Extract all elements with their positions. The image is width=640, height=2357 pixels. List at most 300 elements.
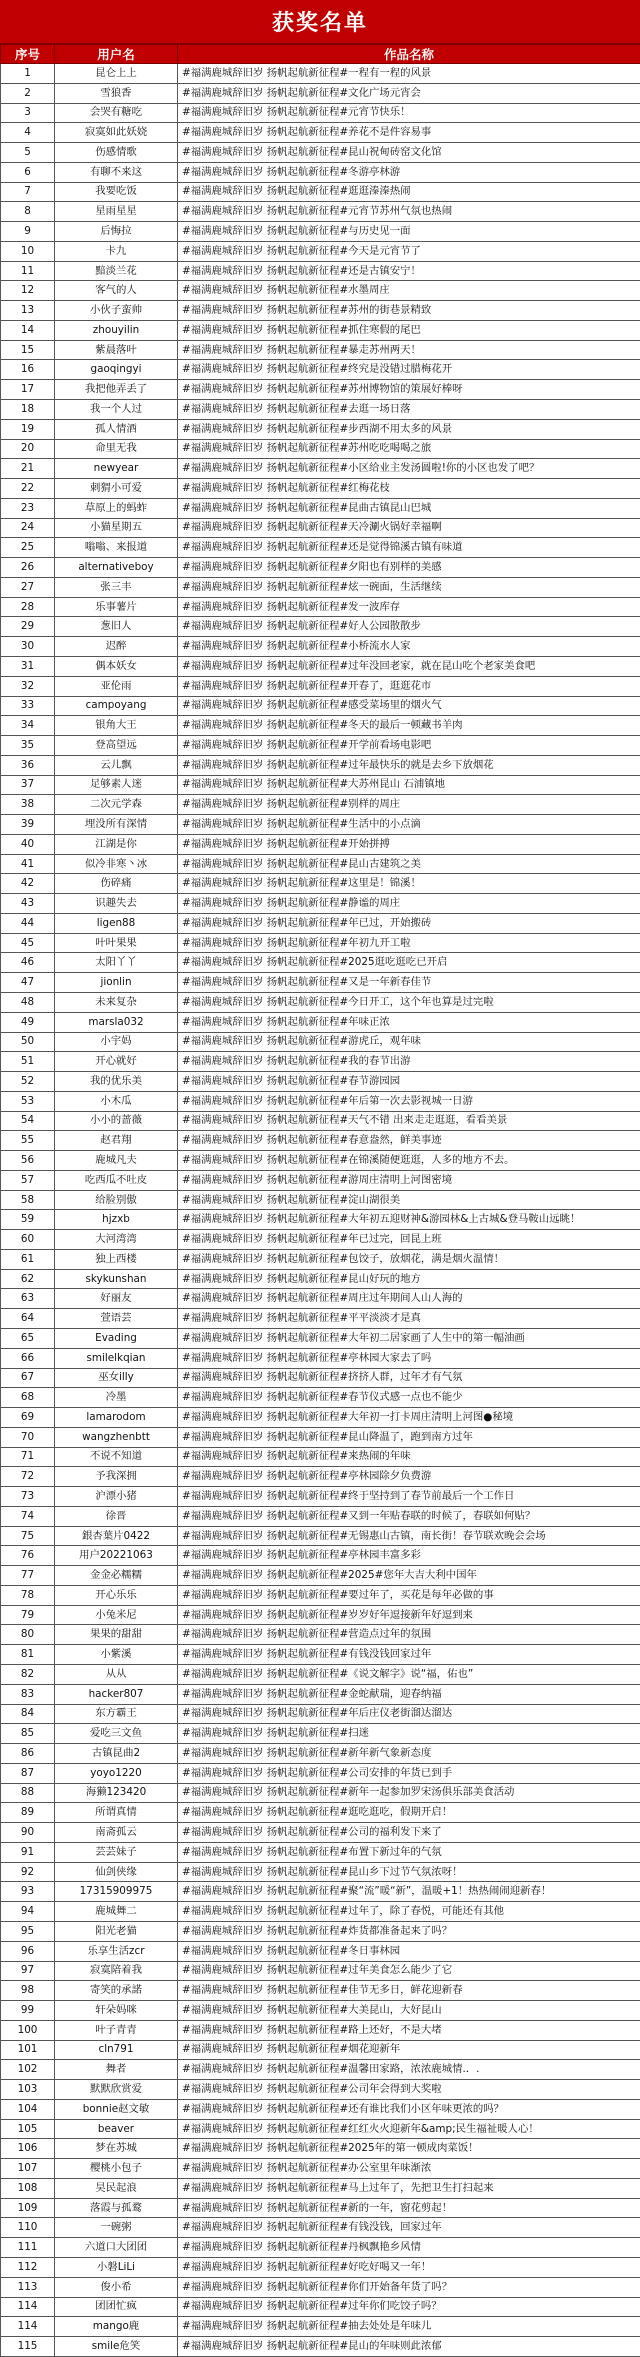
table-row (1, 1230, 640, 1250)
table-row (1, 2218, 640, 2238)
table-row (1, 518, 640, 538)
row-work-title: #福满鹿城辞旧岁 扬帆起航新征程#夕阳也有别样的美感 (178, 558, 640, 578)
table-row (1, 617, 640, 637)
row-number: 75 (1, 1526, 55, 1546)
row-username: 果果的甜甜 (55, 1625, 178, 1645)
header-row (1, 45, 640, 64)
row-number: 91 (1, 1842, 55, 1862)
row-work-title: #福满鹿城辞旧岁 扬帆起航新征程#逛吃逛吃，假期开启！ (178, 1803, 640, 1823)
table-row (1, 1309, 640, 1329)
table-row (1, 2060, 640, 2080)
row-number: 62 (1, 1269, 55, 1289)
winners-table (0, 44, 640, 2357)
row-number: 44 (1, 913, 55, 933)
row-number: 68 (1, 1388, 55, 1408)
row-work-title: #福满鹿城辞旧岁 扬帆起航新征程#昆山降温了，跑到南方过年 (178, 1427, 640, 1447)
row-number: 90 (1, 1823, 55, 1843)
row-number: 112 (1, 2257, 55, 2277)
row-work-title: #福满鹿城辞旧岁 扬帆起航新征程#炸货都准备起来了吗？ (178, 1921, 640, 1941)
row-number: 4 (1, 123, 55, 143)
row-username: 伤感情歌 (55, 143, 178, 163)
row-number: 108 (1, 2178, 55, 2198)
row-work-title: #福满鹿城辞旧岁 扬帆起航新征程#温馨田家路，浓浓鹿城情.．. (178, 2060, 640, 2080)
row-username: 好丽友 (55, 1289, 178, 1309)
row-work-title: #福满鹿城辞旧岁 扬帆起航新征程#来热闹的年味 (178, 1447, 640, 1467)
table-row (1, 1091, 640, 1111)
row-number: 106 (1, 2139, 55, 2159)
row-work-title: #福满鹿城辞旧岁 扬帆起航新征程#感受菜场里的烟火气 (178, 696, 640, 716)
row-work-title: #福满鹿城辞旧岁 扬帆起航新征程#冬游亭林游 (178, 162, 640, 182)
row-username: 嗡嗡、来报道 (55, 538, 178, 558)
row-number: 2 (1, 83, 55, 103)
row-work-title: #福满鹿城辞旧岁 扬帆起航新征程#包饺子，放烟花，满是烟火温情！ (178, 1249, 640, 1269)
table-row (1, 736, 640, 756)
table-body (1, 64, 640, 2357)
row-username: gaoqingyi (55, 360, 178, 380)
row-number: 61 (1, 1249, 55, 1269)
row-number: 40 (1, 834, 55, 854)
table-row (1, 143, 640, 163)
table-row (1, 2297, 640, 2317)
row-work-title: #福满鹿城辞旧岁 扬帆起航新征程#年已过完，回昆上班 (178, 1230, 640, 1250)
table-row (1, 1111, 640, 1131)
row-number: 58 (1, 1190, 55, 1210)
row-work-title: #福满鹿城辞旧岁 扬帆起航新征程#2025#您年大吉大利中国年 (178, 1566, 640, 1586)
row-username: 江湖是你 (55, 834, 178, 854)
table-row (1, 1585, 640, 1605)
row-username: 金金必糯糯 (55, 1566, 178, 1586)
row-work-title: #福满鹿城辞旧岁 扬帆起航新征程#终究是没错过腊梅花开 (178, 360, 640, 380)
row-username: 乐事薯片 (55, 597, 178, 617)
row-number: 81 (1, 1645, 55, 1665)
row-work-title: #福满鹿城辞旧岁 扬帆起航新征程#公司安排的年货已到手 (178, 1763, 640, 1783)
row-work-title: #福满鹿城辞旧岁 扬帆起航新征程#小区给业主发汤圆啦!你的小区也发了吧？ (178, 459, 640, 479)
row-number: 23 (1, 498, 55, 518)
row-work-title: #福满鹿城辞旧岁 扬帆起航新征程#又是一年新春佳节 (178, 973, 640, 993)
table-row (1, 400, 640, 420)
row-number: 22 (1, 479, 55, 499)
row-number: 43 (1, 894, 55, 914)
row-number: 16 (1, 360, 55, 380)
row-username: 埋没所有深情 (55, 815, 178, 835)
row-number: 89 (1, 1803, 55, 1823)
row-username: 足够素人迷 (55, 775, 178, 795)
table-row (1, 241, 640, 261)
row-work-title: #福满鹿城辞旧岁 扬帆起航新征程#苏州的街巷景精致 (178, 301, 640, 321)
table-row (1, 577, 640, 597)
row-username: 紫晨落叶 (55, 340, 178, 360)
table-row (1, 1190, 640, 1210)
row-number: 105 (1, 2119, 55, 2139)
table-row (1, 1724, 640, 1744)
row-number: 70 (1, 1427, 55, 1447)
row-work-title: #福满鹿城辞旧岁 扬帆起航新征程#年后第一次去影视城一日游 (178, 1091, 640, 1111)
table-row (1, 64, 640, 84)
row-username: bonnie赵文敏 (55, 2099, 178, 2119)
table-row (1, 1427, 640, 1447)
table-row (1, 1329, 640, 1349)
row-username: 开心就好 (55, 1052, 178, 1072)
table-row (1, 1348, 640, 1368)
row-username: 银角大王 (55, 716, 178, 736)
row-number: 11 (1, 261, 55, 281)
row-number: 60 (1, 1230, 55, 1250)
row-number: 27 (1, 577, 55, 597)
row-number: 74 (1, 1506, 55, 1526)
row-number: 72 (1, 1467, 55, 1487)
row-work-title: #福满鹿城辞旧岁 扬帆起航新征程#大年初一打卡周庄清明上河图●秘境 (178, 1408, 640, 1428)
row-username: 銀杏葉片0422 (55, 1526, 178, 1546)
table-row (1, 558, 640, 578)
table-row (1, 2020, 640, 2040)
row-username: 舞者 (55, 2060, 178, 2080)
row-username: 太阳丫丫 (55, 953, 178, 973)
row-number: 95 (1, 1921, 55, 1941)
table-row (1, 1506, 640, 1526)
row-work-title: #福满鹿城辞旧岁 扬帆起航新征程#有钱没钱回家过年 (178, 1645, 640, 1665)
row-number: 84 (1, 1704, 55, 1724)
row-username: 昊民起浪 (55, 2178, 178, 2198)
table-row (1, 1665, 640, 1685)
header-number: 序号 (1, 45, 55, 64)
row-number: 54 (1, 1111, 55, 1131)
row-work-title: #福满鹿城辞旧岁 扬帆起航新征程#今天是元宵节了 (178, 241, 640, 261)
row-number: 113 (1, 2277, 55, 2297)
row-username: jionlin (55, 973, 178, 993)
row-work-title: #福满鹿城辞旧岁 扬帆起航新征程#大苏州昆山 石浦镇地 (178, 775, 640, 795)
row-username: 草原上的蚂蚱 (55, 498, 178, 518)
row-work-title: #福满鹿城辞旧岁 扬帆起航新征程#佳节无多日，鲜花迎新春 (178, 1981, 640, 2001)
row-username: 鹿城凡夫 (55, 1151, 178, 1171)
row-number: 101 (1, 2040, 55, 2060)
row-work-title: #福满鹿城辞旧岁 扬帆起航新征程#过年你们吃饺子吗？ (178, 2297, 640, 2317)
row-username: 我要吃饭 (55, 182, 178, 202)
row-username: 予我深拥 (55, 1467, 178, 1487)
row-username: 鹿城舞二 (55, 1902, 178, 1922)
row-work-title: #福满鹿城辞旧岁 扬帆起航新征程#还是古镇安宁！ (178, 261, 640, 281)
header-work-title: 作品名称 (178, 45, 640, 64)
row-work-title: #福满鹿城辞旧岁 扬帆起航新征程#《说文解字》说“福，佑也” (178, 1665, 640, 1685)
row-number: 1 (1, 64, 55, 84)
row-username: zhouyilin (55, 320, 178, 340)
row-work-title: #福满鹿城辞旧岁 扬帆起航新征程#丹枫飘艳乡风情 (178, 2238, 640, 2258)
row-username: cln791 (55, 2040, 178, 2060)
row-number: 35 (1, 736, 55, 756)
table-row (1, 1823, 640, 1843)
row-number: 31 (1, 656, 55, 676)
row-work-title: #福满鹿城辞旧岁 扬帆起航新征程#文化广场元宵会 (178, 83, 640, 103)
row-number: 48 (1, 992, 55, 1012)
table-row (1, 1961, 640, 1981)
table-row (1, 992, 640, 1012)
row-number: 42 (1, 874, 55, 894)
row-username: 星雨星星 (55, 202, 178, 222)
row-work-title: #福满鹿城辞旧岁 扬帆起航新征程#大年初二居家画了人生中的第一幅油画 (178, 1329, 640, 1349)
row-work-title: #福满鹿城辞旧岁 扬帆起航新征程#冬天的最后一顿藏书羊肉 (178, 716, 640, 736)
row-username: 刺猬小可爱 (55, 479, 178, 499)
row-work-title: #福满鹿城辞旧岁 扬帆起航新征程#发一波库存 (178, 597, 640, 617)
row-work-title: #福满鹿城辞旧岁 扬帆起航新征程#亭林园除夕负费游 (178, 1467, 640, 1487)
row-username: beaver (55, 2119, 178, 2139)
row-work-title: #福满鹿城辞旧岁 扬帆起航新征程#年味正浓 (178, 1012, 640, 1032)
table-row (1, 834, 640, 854)
row-work-title: #福满鹿城辞旧岁 扬帆起航新征程#开始拼搏 (178, 834, 640, 854)
table-row (1, 2001, 640, 2021)
row-work-title: #福满鹿城辞旧岁 扬帆起航新征程#天冷涮火锅好幸福啊 (178, 518, 640, 538)
table-row (1, 1269, 640, 1289)
table-row (1, 1408, 640, 1428)
table-row (1, 597, 640, 617)
row-username: 命里无我 (55, 439, 178, 459)
table-row (1, 913, 640, 933)
row-username: 六道口大团团 (55, 2238, 178, 2258)
row-username: 会哭有糖吃 (55, 103, 178, 123)
table-row (1, 1546, 640, 1566)
row-work-title: #福满鹿城辞旧岁 扬帆起航新征程#冬日事林园 (178, 1941, 640, 1961)
row-username: 默默欣赏爱 (55, 2080, 178, 2100)
row-username: 萱语芸 (55, 1309, 178, 1329)
row-number: 3 (1, 103, 55, 123)
header-username: 用户名 (55, 45, 178, 64)
table-row (1, 301, 640, 321)
row-number: 67 (1, 1368, 55, 1388)
table-row (1, 479, 640, 499)
row-number: 56 (1, 1151, 55, 1171)
row-username: 团团忙疯 (55, 2297, 178, 2317)
row-username: 小伙子蛮帅 (55, 301, 178, 321)
table-row (1, 1625, 640, 1645)
row-number: 45 (1, 933, 55, 953)
table-row (1, 1170, 640, 1190)
row-username: ligen88 (55, 913, 178, 933)
table-row (1, 498, 640, 518)
row-number: 82 (1, 1665, 55, 1685)
row-work-title: #福满鹿城辞旧岁 扬帆起航新征程#年后庄仪老街溜达溜达 (178, 1704, 640, 1724)
row-username: 叶子青青 (55, 2020, 178, 2040)
row-work-title: #福满鹿城辞旧岁 扬帆起航新征程#淀山湖很美 (178, 1190, 640, 1210)
row-work-title: #福满鹿城辞旧岁 扬帆起航新征程#还有谁比我们小区年味更浓的吗？ (178, 2099, 640, 2119)
table-row (1, 696, 640, 716)
table-row (1, 123, 640, 143)
row-number: 78 (1, 1585, 55, 1605)
table-row (1, 953, 640, 973)
row-username: 二次元学森 (55, 795, 178, 815)
table-row (1, 1289, 640, 1309)
row-username: 沪漂小猪 (55, 1487, 178, 1507)
row-username: 登高望远 (55, 736, 178, 756)
row-work-title: #福满鹿城辞旧岁 扬帆起航新征程#天气不错 出来走走逛逛，看看美景 (178, 1111, 640, 1131)
row-work-title: #福满鹿城辞旧岁 扬帆起航新征程#元宵节苏州气氛也热闹 (178, 202, 640, 222)
table-row (1, 1447, 640, 1467)
row-work-title: #福满鹿城辞旧岁 扬帆起航新征程#这里是！锦溪！ (178, 874, 640, 894)
row-work-title: #福满鹿城辞旧岁 扬帆起航新征程#过年没回老家，就在昆山吃个老家美食吧 (178, 656, 640, 676)
row-work-title: #福满鹿城辞旧岁 扬帆起航新征程#大年初五迎财神&游园林&上古城&登马鞍山远眺！ (178, 1210, 640, 1230)
row-number: 110 (1, 2218, 55, 2238)
table-row (1, 2040, 640, 2060)
row-work-title: #福满鹿城辞旧岁 扬帆起航新征程#在锦溪随便逛逛，人多的地方不去。 (178, 1151, 640, 1171)
row-username: 小小的蔷薇 (55, 1111, 178, 1131)
row-username: 吃西瓜不吐皮 (55, 1170, 178, 1190)
row-work-title: #福满鹿城辞旧岁 扬帆起航新征程#好吃好喝又一年！ (178, 2257, 640, 2277)
row-username: 芸芸妹子 (55, 1842, 178, 1862)
row-username: 所谓真情 (55, 1803, 178, 1823)
table-row (1, 320, 640, 340)
row-number: 30 (1, 637, 55, 657)
row-username: 乐享生活zcr (55, 1941, 178, 1961)
row-number: 6 (1, 162, 55, 182)
row-number: 92 (1, 1862, 55, 1882)
table-row (1, 2139, 640, 2159)
row-username: yoyo1220 (55, 1763, 178, 1783)
row-number: 10 (1, 241, 55, 261)
table-row (1, 1151, 640, 1171)
row-work-title: #福满鹿城辞旧岁 扬帆起航新征程#暴走苏州两天！ (178, 340, 640, 360)
table-row (1, 1921, 640, 1941)
row-username: 俊小希 (55, 2277, 178, 2297)
row-username: Evading (55, 1329, 178, 1349)
row-work-title: #福满鹿城辞旧岁 扬帆起航新征程#金蛇献瑞，迎春纳福 (178, 1684, 640, 1704)
row-username: 偶本妖女 (55, 656, 178, 676)
row-number: 13 (1, 301, 55, 321)
row-username: 轩朵妈咪 (55, 2001, 178, 2021)
table-row (1, 973, 640, 993)
table-row (1, 222, 640, 242)
table-row (1, 1783, 640, 1803)
row-username: 樱桃小包子 (55, 2159, 178, 2179)
row-number: 85 (1, 1724, 55, 1744)
page-title: 获奖名单 (0, 0, 640, 44)
row-number: 65 (1, 1329, 55, 1349)
table-row (1, 1645, 640, 1665)
table-row (1, 2119, 640, 2139)
row-work-title: #福满鹿城辞旧岁 扬帆起航新征程#昆曲古镇昆山巴城 (178, 498, 640, 518)
row-username: 巫女illy (55, 1368, 178, 1388)
row-work-title: #福满鹿城辞旧岁 扬帆起航新征程#要过年了，买花是每年必做的事 (178, 1585, 640, 1605)
table-row (1, 755, 640, 775)
row-number: 73 (1, 1487, 55, 1507)
row-username: 不说不知道 (55, 1447, 178, 1467)
row-username: 独上西楼 (55, 1249, 178, 1269)
row-work-title: #福满鹿城辞旧岁 扬帆起航新征程#去逛一场日落 (178, 400, 640, 420)
row-number: 47 (1, 973, 55, 993)
row-number: 87 (1, 1763, 55, 1783)
row-number: 21 (1, 459, 55, 479)
row-username: hjzxb (55, 1210, 178, 1230)
row-number: 12 (1, 281, 55, 301)
row-number: 33 (1, 696, 55, 716)
row-number: 94 (1, 1902, 55, 1922)
row-username: alternativeboy (55, 558, 178, 578)
table-row (1, 894, 640, 914)
table-row (1, 775, 640, 795)
row-work-title: #福满鹿城辞旧岁 扬帆起航新征程#抓住寒假的尾巴 (178, 320, 640, 340)
table-row (1, 360, 640, 380)
row-number: 52 (1, 1072, 55, 1092)
row-work-title: #福满鹿城辞旧岁 扬帆起航新征程#年初九开工啦 (178, 933, 640, 953)
table-row (1, 1072, 640, 1092)
row-work-title: #福满鹿城辞旧岁 扬帆起航新征程#过年最快乐的就是去乡下放烟花 (178, 755, 640, 775)
row-work-title: #福满鹿城辞旧岁 扬帆起航新征程#昆山好玩的地方 (178, 1269, 640, 1289)
row-username: 古镇昆曲2 (55, 1744, 178, 1764)
row-username: 落霞与孤鹜 (55, 2198, 178, 2218)
row-number: 46 (1, 953, 55, 973)
row-username: 小磐LiLi (55, 2257, 178, 2277)
table-row (1, 2337, 640, 2357)
row-work-title: #福满鹿城辞旧岁 扬帆起航新征程#年已过，开始搬砖 (178, 913, 640, 933)
row-username: 从从 (55, 1665, 178, 1685)
row-number: 5 (1, 143, 55, 163)
table-row (1, 1704, 640, 1724)
table-row (1, 1744, 640, 1764)
table-row (1, 2317, 640, 2337)
row-number: 97 (1, 1961, 55, 1981)
row-work-title: #福满鹿城辞旧岁 扬帆起航新征程#岁岁好年逗接新年好逗到来 (178, 1605, 640, 1625)
row-work-title: #福满鹿城辞旧岁 扬帆起航新征程#小桥流水人家 (178, 637, 640, 657)
row-work-title: #福满鹿城辞旧岁 扬帆起航新征程#布置下新过年的气氛 (178, 1842, 640, 1862)
row-username: 赵君翔 (55, 1131, 178, 1151)
table-row (1, 874, 640, 894)
row-number: 15 (1, 340, 55, 360)
row-username: 识趣失去 (55, 894, 178, 914)
row-work-title: #福满鹿城辞旧岁 扬帆起航新征程#新年新气象新态度 (178, 1744, 640, 1764)
table-row (1, 1368, 640, 1388)
row-number: 7 (1, 182, 55, 202)
table-row (1, 1249, 640, 1269)
row-work-title: #福满鹿城辞旧岁 扬帆起航新征程#亭林园大家去了吗 (178, 1348, 640, 1368)
row-number: 107 (1, 2159, 55, 2179)
row-username: 大河湾湾 (55, 1230, 178, 1250)
table-row (1, 1052, 640, 1072)
table-row (1, 1684, 640, 1704)
row-work-title: #福满鹿城辞旧岁 扬帆起航新征程#亭林园丰富多彩 (178, 1546, 640, 1566)
row-work-title: #福满鹿城辞旧岁 扬帆起航新征程#还是觉得锦溪古镇有味道 (178, 538, 640, 558)
row-work-title: #福满鹿城辞旧岁 扬帆起航新征程#春意盎然，鲜美事迹 (178, 1131, 640, 1151)
row-work-title: #福满鹿城辞旧岁 扬帆起航新征程#好人公园散散步 (178, 617, 640, 637)
row-work-title: #福满鹿城辞旧岁 扬帆起航新征程#新年一起参加罗宋汤俱乐部美食活动 (178, 1783, 640, 1803)
row-username: 小兔米尼 (55, 1605, 178, 1625)
row-work-title: #福满鹿城辞旧岁 扬帆起航新征程#昆山祝甸砖窑文化馆 (178, 143, 640, 163)
row-number: 57 (1, 1170, 55, 1190)
row-work-title: #福满鹿城辞旧岁 扬帆起航新征程#大美昆山，大好昆山 (178, 2001, 640, 2021)
row-work-title: #福满鹿城辞旧岁 扬帆起航新征程#炫一碗面，生活继续 (178, 577, 640, 597)
row-number: 53 (1, 1091, 55, 1111)
table-row (1, 83, 640, 103)
table-header (1, 45, 640, 64)
row-number: 19 (1, 419, 55, 439)
table-row (1, 933, 640, 953)
table-row (1, 2080, 640, 2100)
row-work-title: #福满鹿城辞旧岁 扬帆起航新征程#开学前看场电影吧 (178, 736, 640, 756)
table-row (1, 1882, 640, 1902)
table-row (1, 1981, 640, 2001)
table-row (1, 380, 640, 400)
row-number: 98 (1, 1981, 55, 2001)
row-username: skykunshan (55, 1269, 178, 1289)
row-username: 徐晋 (55, 1506, 178, 1526)
row-username: hacker807 (55, 1684, 178, 1704)
row-work-title: #福满鹿城辞旧岁 扬帆起航新征程#元宵节快乐！ (178, 103, 640, 123)
row-number: 88 (1, 1783, 55, 1803)
row-work-title: #福满鹿城辞旧岁 扬帆起航新征程#聚“流”暖“新”，温暖+1！热热闹闹迎新春！ (178, 1882, 640, 1902)
row-work-title: #福满鹿城辞旧岁 扬帆起航新征程#今日开工，这个年也算是过完啦 (178, 992, 640, 1012)
table-row (1, 1803, 640, 1823)
table-row (1, 2257, 640, 2277)
row-number: 24 (1, 518, 55, 538)
row-username: 寄笑的承諾 (55, 1981, 178, 2001)
row-number: 104 (1, 2099, 55, 2119)
row-work-title: #福满鹿城辞旧岁 扬帆起航新征程#红红火火迎新年&amp;民生福祉暖人心！ (178, 2119, 640, 2139)
row-work-title: #福满鹿城辞旧岁 扬帆起航新征程#苏州博物馆的策展好棒呀 (178, 380, 640, 400)
